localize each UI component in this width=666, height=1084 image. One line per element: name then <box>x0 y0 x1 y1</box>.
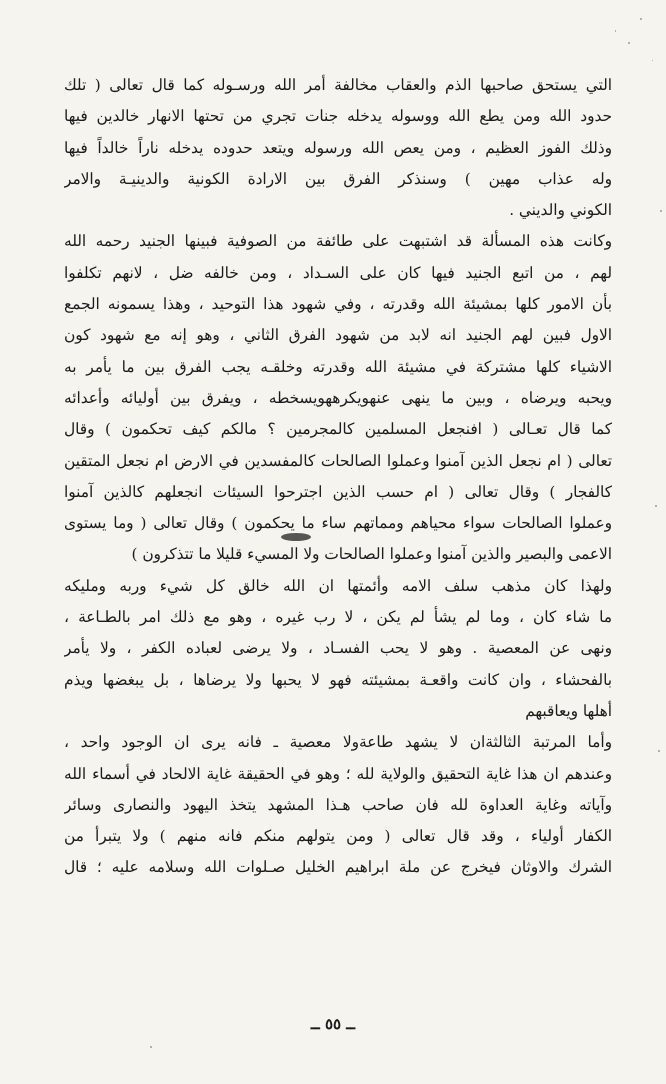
paper-speck <box>660 210 662 212</box>
text-line: الاشياء كلها مشتركة في مشيئة الله وقدرته وخلقـه يجب الفرق بين ما يأمر به <box>64 357 612 376</box>
text-line: وعندهم ان هذا غاية التحقيق والولاية لله ؛ وهو في الحقيقة غاية الالحاد في أسماء الله <box>64 764 612 783</box>
paper-speck <box>652 60 653 61</box>
text-line: الشرك والاوثان فيخرج عن ملة ابراهيم الخليل صـلوات الله وسلامه عليه ؛ قال <box>64 858 612 877</box>
text-line: لهم ، من اتبع الجنيد فيها كان على السـداد ، ومن خالفه ضل ، لانهم تكلفوا <box>64 263 612 282</box>
text-line: التي يستحق صاحبها الذم والعقاب مخالفة أمر الله ورسـوله كما قال تعالى ( تلك <box>64 76 612 94</box>
paragraph-1 <box>64 70 612 226</box>
paper-speck <box>655 505 657 507</box>
body-text <box>64 70 612 884</box>
paper-speck <box>640 18 642 20</box>
text-line: ونهى عن المعصية . وهو لا يحب الفسـاد ، ولا يرضى لعباده الكفر ، ولا يأمر <box>64 639 612 658</box>
text-line: بأن الامور كلها بمشيئة الله وقدرته ، وفي شهود هذا التوحيد ، وهذا يسمونه الجمع <box>64 295 612 314</box>
text-line: ويحبه ويرضاه ، وبين ما ينهى عنهويكرههويسخطه ، ويفرق بين أوليائه وأعدائه <box>64 388 612 407</box>
text-line: الكوني والديني . <box>509 201 612 220</box>
paragraph-4 <box>64 727 612 883</box>
text-line: وأما المرتبة الثالثةان لا يشهد طاعةولا معصية ـ فانه يرى ان الوجود واحد ، <box>64 733 612 752</box>
text-line: ما شاء كان ، وما لم يشأ لم يكن ، لا رب غيره ، وهو مع ذلك امر بالطـاعة ، <box>64 608 612 627</box>
text-line: بالفحشاء ، وان كانت واقعـة بمشيئته فهو لا يحبها ولا يرضاها ، بل يبغضها ويذم <box>64 670 612 689</box>
text-line: تعالى ( ام نجعل الذين آمنوا وعملوا الصالحات كالمفسدين في الارض ام نجعل المتقين <box>64 451 612 470</box>
text-line: الاول فبين لهم الجنيد انه لابد من شهود الفرق الثاني ، وهو إنه مع شهود كون <box>64 326 612 345</box>
text-line: كما قال تعـالى ( افنجعل المسلمين كالمجرمين ؟ مالكم كيف تحكمون ) وقال <box>64 420 612 439</box>
text-line: وكانت هذه المسألة قد اشتبهت على طائفة من الصوفية فبينها الجنيد رحمه الله <box>64 232 612 251</box>
text-line: وذلك الفوز العظيم ، ومن يعص الله ورسوله ويتعد حدوده يدخله ناراً خالداً فيها <box>64 138 612 157</box>
paragraph-2 <box>64 226 612 570</box>
page-number: ــ ٥٥ ــ <box>310 1015 356 1033</box>
text-line: الاعمى والبصير والذين آمنوا وعملوا الصالحات ولا المسيء قليلا ما تتذكرون ) <box>131 545 612 564</box>
paper-speck <box>615 30 616 32</box>
paper-speck <box>658 750 660 752</box>
text-line: وآياته وغاية العداوة لله فان صاحب هـذا المشهد يتخذ اليهود والنصارى وسائر <box>64 795 612 814</box>
text-line: ولهذا كان مذهب سلف الامه وأئمتها ان الله خالق كل شيء وربه ومليكه <box>64 576 612 595</box>
paper-speck <box>628 42 630 44</box>
text-line: حدود الله ومن يطع الله ووسوله يدخله جنات تجري من تحتها الانهار خالدين فيها <box>64 107 612 126</box>
text-line: كالفجار ) وقال تعالى ( ام حسب الذين اجترحوا السيئات انجعلهم كالذين آمنوا <box>64 482 612 501</box>
paper-speck <box>150 1046 152 1048</box>
text-line: وعملوا الصالحات سواء محياهم ومماتهم ساء ما يحكمون ) وقال تعالى ( وما يستوى <box>64 514 612 533</box>
paragraph-3 <box>64 571 612 727</box>
text-line: الكفار أولياء ، وقد قال تعالى ( ومن يتولهم منكم فانه منهم ) ولا يتبرأ من <box>64 827 612 846</box>
text-line: وله عذاب مهين ) وسنذكر الفرق بين الارادة الكونية والدينيـة والامر <box>64 169 612 188</box>
text-line: أهلها ويعاقبهم <box>525 701 612 720</box>
